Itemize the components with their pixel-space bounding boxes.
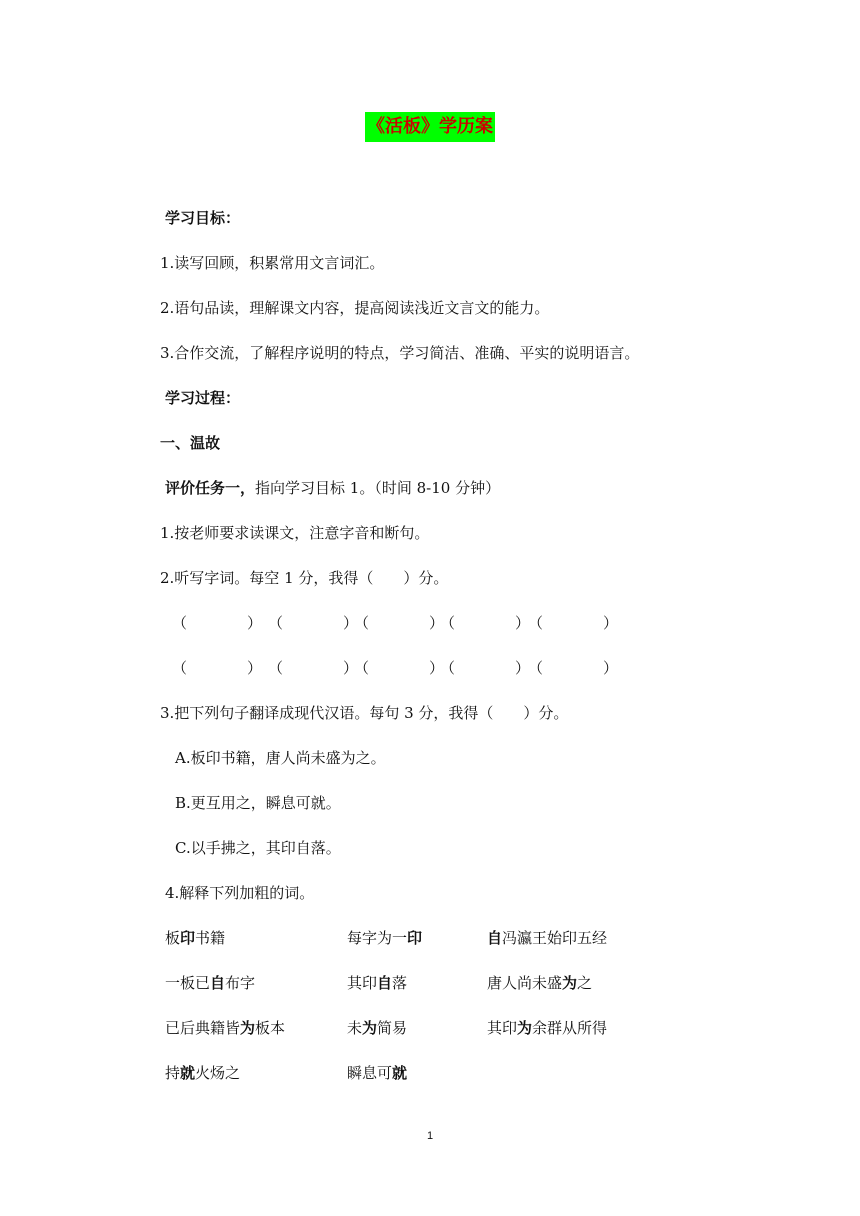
blank: （ ） [172,659,263,677]
blank: （ ） [528,659,619,677]
task-1-label: 评价任务一， [165,479,256,497]
sentence-b: B.更互用之，瞬息可就。 [175,794,341,812]
word-item: 已后典籍皆为板本 [165,1019,286,1037]
blank: （ ） [440,614,531,632]
task-1-line [165,477,500,499]
objective-1: 1.读写回顾，积累常用文言词汇。 [160,254,385,272]
objective-3: 3.合作交流，了解程序说明的特点，学习简洁、准确、平实的说明语言。 [160,344,640,362]
word-item: 唐人尚未盛为之 [487,974,593,992]
section-heading-wengu: 一、温故 [160,434,221,452]
blank: （ ） [528,614,619,632]
sentence-a: A.板印书籍，唐人尚未盛为之。 [175,749,386,767]
word-item: 板印书籍 [165,929,226,947]
item-2: 2.听写字词。每空 1 分，我得（ ）分。 [160,569,449,587]
process-heading: 学习过程： [165,389,241,407]
document-title: 《活板》学历案 [365,112,495,142]
task-1-text: 指向学习目标 1。（时间 8-10 分钟） [255,479,501,497]
item-3: 3.把下列句子翻译成现代汉语。每句 3 分，我得（ ）分。 [160,704,569,722]
blank: （ ） [268,659,359,677]
item-1: 1.按老师要求读课文，注意字音和断句。 [160,524,430,542]
word-item: 持就火炀之 [165,1064,241,1082]
blank: （ ） [354,614,445,632]
blank: （ ） [268,614,359,632]
blank: （ ） [440,659,531,677]
sentence-c: C.以手拂之，其印自落。 [175,839,341,857]
word-item: 每字为一印 [347,929,423,947]
blank: （ ） [172,614,263,632]
objectives-heading: 学习目标： [165,209,241,227]
word-item: 一板已自布字 [165,974,256,992]
item-4: 4.解释下列加粗的词。 [165,884,315,902]
word-item: 自冯瀛王始印五经 [487,929,608,947]
objective-2: 2.语句品读，理解课文内容，提高阅读浅近文言文的能力。 [160,299,550,317]
page-number: 1 [426,1130,434,1142]
word-item: 未为简易 [347,1019,408,1037]
word-item: 其印为余群从所得 [487,1019,608,1037]
blank: （ ） [354,659,445,677]
word-item: 瞬息可就 [347,1064,408,1082]
word-item: 其印自落 [347,974,408,992]
